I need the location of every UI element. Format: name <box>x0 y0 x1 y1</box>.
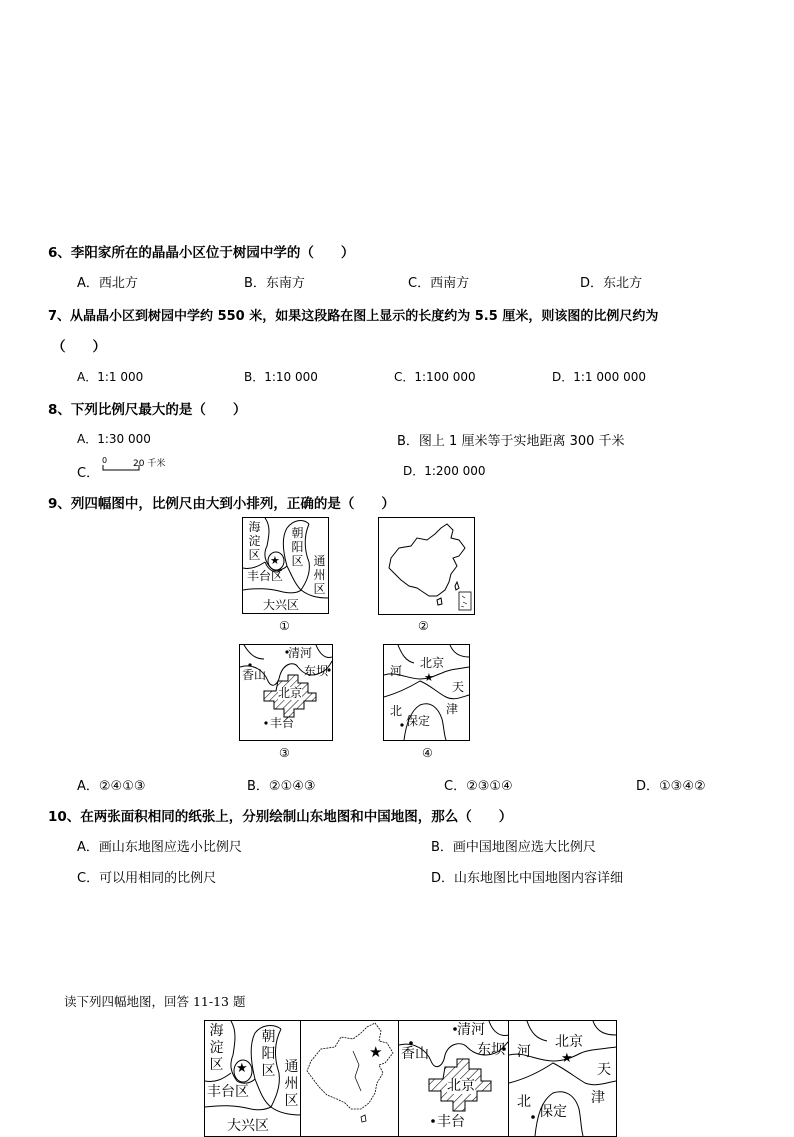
label-jin: 津 <box>591 1090 605 1106</box>
label-haidian: 海淀区 <box>248 520 261 562</box>
q8-option-b[interactable]: B．图上 1 厘米等于实地距离 300 千米 <box>397 434 625 449</box>
label-fengtai: 丰台区 <box>247 569 284 583</box>
label-tian: 天 <box>452 680 465 694</box>
map-beijing-districts <box>242 517 329 614</box>
star-icon: ★ <box>270 554 280 567</box>
q7-stem: 7、从晶晶小区到树园中学约 550 米，如果这段路在图上显示的长度约为 5.5 厘米，则该图的比例尺约为 <box>48 309 659 324</box>
q6-option-b[interactable]: B．东南方 <box>244 276 305 291</box>
q10-option-b[interactable]: B．画中国地图应选大比例尺 <box>431 840 596 855</box>
label-he: 河 <box>390 664 403 678</box>
q7-option-a[interactable]: A．1:1 000 <box>77 370 144 384</box>
q9-option-b[interactable]: B．②①④③ <box>247 779 316 794</box>
q9-option-d[interactable]: D．①③④② <box>636 779 706 794</box>
caption-3: ③ <box>279 746 290 760</box>
label-haidian: 海淀区 <box>209 1023 224 1073</box>
star-icon: ★ <box>369 1043 383 1061</box>
label-jin: 津 <box>446 702 459 716</box>
q6-stem: 6、李阳家所在的晶晶小区位于树园中学的（ ） <box>48 245 355 261</box>
q7-option-b[interactable]: B．1:10 000 <box>244 370 318 384</box>
star-icon: ★ <box>561 1051 573 1066</box>
map-strip <box>204 1020 616 1135</box>
strip-map-districts <box>204 1020 302 1137</box>
scale-bar-start: 0 <box>102 456 108 465</box>
label-baoding: 保定 <box>406 714 431 728</box>
caption-4: ④ <box>422 746 433 760</box>
label-chaoyang: 朝阳区 <box>261 1029 276 1079</box>
scale-bar-line <box>102 456 142 474</box>
q6-option-c[interactable]: C．西南方 <box>408 276 470 291</box>
label-baoding: 保定 <box>539 1104 567 1120</box>
strip-map-region <box>508 1020 617 1137</box>
label-dongba: 东坝 <box>477 1042 505 1058</box>
label-bei: 北 <box>517 1094 531 1110</box>
label-dongba: 东坝 <box>304 664 329 678</box>
q7-stem-cont: （ ） <box>52 339 106 355</box>
q8-option-d[interactable]: D．1:200 000 <box>403 464 486 478</box>
label-bei: 北 <box>390 704 403 718</box>
map-china <box>378 517 475 615</box>
q9-option-c[interactable]: C．②③①④ <box>444 779 513 794</box>
label-beijing: 北京 <box>447 1078 475 1094</box>
label-fengtai: 丰台 <box>270 716 295 730</box>
china-outline <box>379 518 474 614</box>
label-daxing: 大兴区 <box>263 598 300 612</box>
map-beijing-city <box>239 644 333 741</box>
label-beijing: 北京 <box>278 686 303 700</box>
star-icon: ★ <box>424 671 434 684</box>
scale-bar-end: 20 千米 <box>133 459 166 469</box>
china-outline <box>301 1021 399 1136</box>
strip-map-china <box>300 1020 400 1137</box>
q10-option-c[interactable]: C．可以用相同的比例尺 <box>77 871 217 886</box>
label-he: 河 <box>517 1044 531 1060</box>
caption-1: ① <box>279 619 290 633</box>
q10-option-d[interactable]: D．山东地图比中国地图内容详细 <box>431 871 624 886</box>
label-xiangshan: 香山 <box>242 668 267 682</box>
q8-stem: 8、下列比例尺最大的是（ ） <box>48 402 247 418</box>
label-qinghe: 清河 <box>457 1022 485 1038</box>
q8-scale-bar <box>102 456 182 474</box>
reading-prompt: 读下列四幅地图，回答 11-13 题 <box>64 994 246 1009</box>
label-tongzhou: 通州区 <box>313 554 326 596</box>
caption-2: ② <box>418 619 429 633</box>
q9-stem: 9、列四幅图中，比例尺由大到小排列，正确的是（ ） <box>48 496 395 512</box>
q8-option-a[interactable]: A．1:30 000 <box>77 432 151 446</box>
label-beijing: 北京 <box>420 656 445 670</box>
label-tongzhou: 通州区 <box>284 1059 299 1109</box>
q8-option-c[interactable]: C． <box>77 466 100 481</box>
map-beijing-region <box>383 644 470 741</box>
star-icon: ★ <box>236 1061 248 1076</box>
q10-stem: 10、在两张面积相同的纸张上，分别绘制山东地图和中国地图，那么（ ） <box>48 809 513 825</box>
q9-option-a[interactable]: A．②④①③ <box>77 779 146 794</box>
q10-option-a[interactable]: A．画山东地图应选小比例尺 <box>77 840 242 855</box>
q7-option-c[interactable]: C．1:100 000 <box>394 370 476 384</box>
q6-option-d[interactable]: D．东北方 <box>580 276 643 291</box>
label-daxing: 大兴区 <box>227 1118 269 1134</box>
label-tian: 天 <box>597 1062 611 1078</box>
q7-option-d[interactable]: D．1:1 000 000 <box>552 370 646 384</box>
label-chaoyang: 朝阳区 <box>291 526 304 568</box>
label-fengtai: 丰台 <box>437 1114 465 1130</box>
strip-map-city <box>398 1020 510 1137</box>
label-qinghe: 清河 <box>288 646 313 660</box>
label-beijing: 北京 <box>555 1034 583 1050</box>
label-xiangshan: 香山 <box>401 1046 429 1062</box>
label-fengtai: 丰台区 <box>207 1084 249 1100</box>
q6-option-a[interactable]: A．西北方 <box>77 276 138 291</box>
